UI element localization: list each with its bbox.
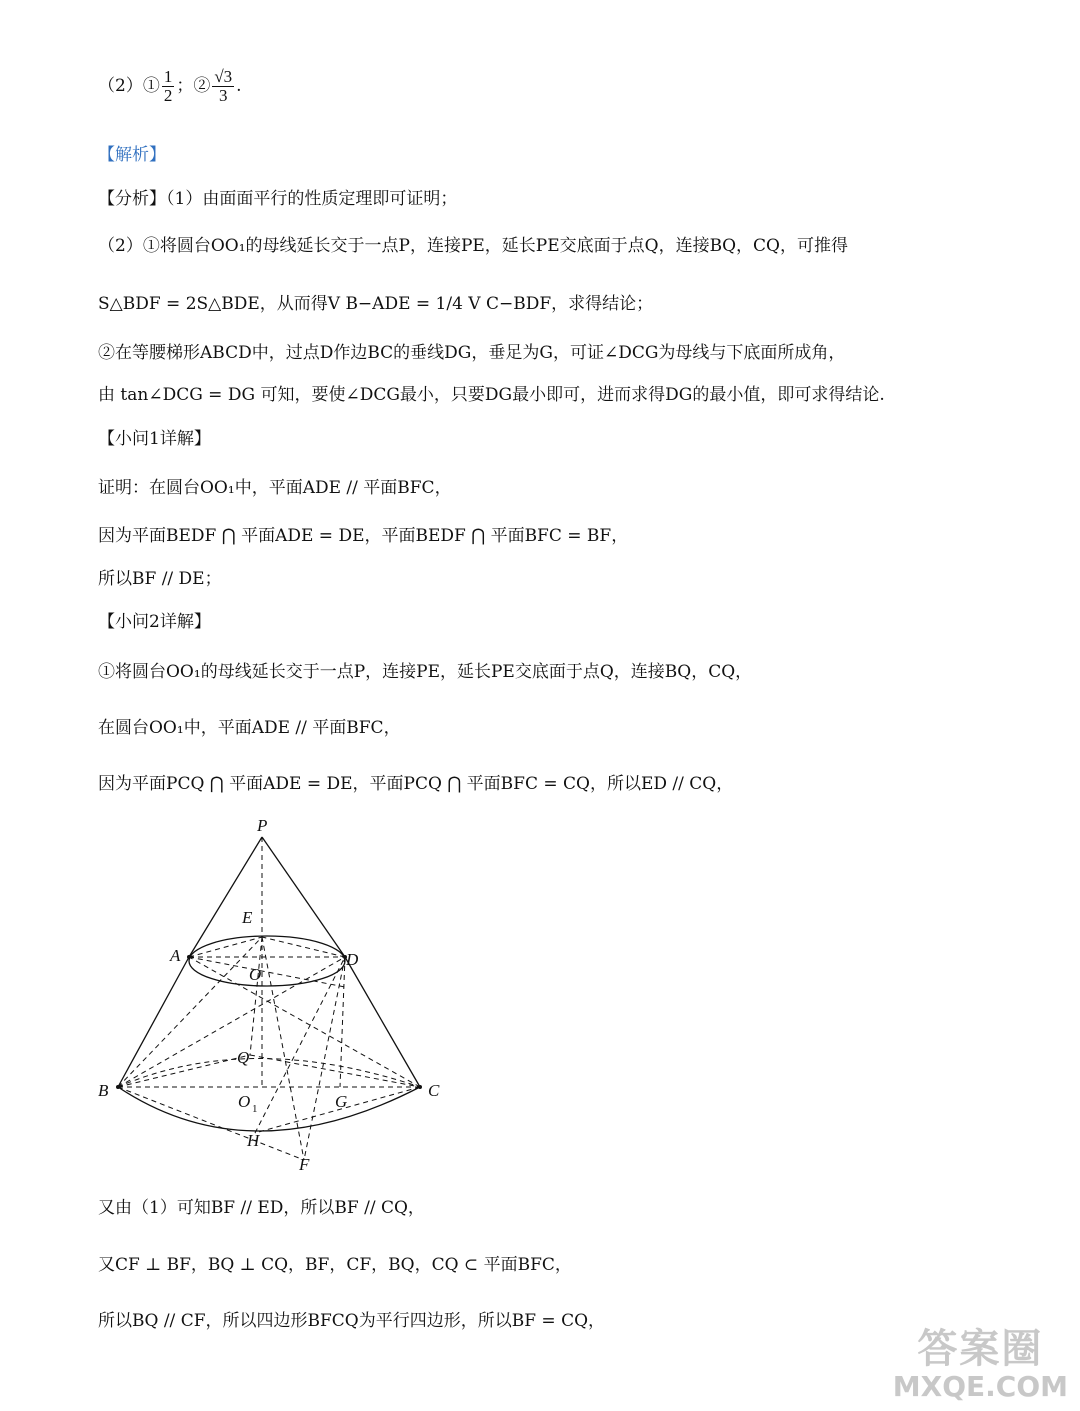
label-O1: O: [238, 1092, 251, 1111]
analysis-line-1: 【分析】（1）由面面平行的性质定理即可证明；: [98, 189, 458, 209]
label-B: B: [98, 1081, 109, 1100]
q2-line-5: 又CF ⊥ BF，BQ ⊥ CQ，BF，CF，BQ，CQ ⊂ 平面BFC，: [98, 1255, 572, 1275]
label-C: C: [428, 1081, 440, 1100]
q2-header: 【小问2详解】: [98, 612, 211, 632]
q2-line-6: 所以BQ // CF，所以四边形BFCQ为平行四边形，所以BF = CQ，: [98, 1311, 606, 1331]
frustum-figure: [90, 815, 470, 1185]
q1-line-1: 证明：在圆台OO₁中，平面ADE // 平面BFC，: [98, 478, 452, 498]
label-D: D: [346, 950, 359, 969]
answer-line: （2）① $\frac{1}{2}$ ；② $\frac{√3}{3}$ .: [98, 67, 242, 105]
site-watermark: 答案圈 MXQE.COM: [892, 1326, 1068, 1403]
label-A: A: [170, 946, 181, 965]
q1-header: 【小问1详解】: [98, 429, 211, 449]
analysis-line-3: S△BDF = 2S△BDE，从而得V B−ADE = 1/4 V C−BDF，求得结论；: [98, 294, 654, 314]
label-F: F: [299, 1155, 310, 1174]
q1-line-3: 所以BF // DE；: [98, 569, 222, 589]
label-P: P: [257, 816, 268, 835]
analysis-line-2: （2）①将圆台OO₁的母线延长交于一点P，连接PE，延长PE交底面于点Q，连接BQ，CQ，可推得: [98, 236, 848, 256]
label-O1-sub: 1: [252, 1103, 258, 1115]
label-E: E: [242, 908, 253, 927]
q2-line-2: 在圆台OO₁中，平面ADE // 平面BFC，: [98, 718, 401, 738]
analysis-line-5: 由 tan∠DCG = DG 可知，要使∠DCG最小，只要DG最小即可，进而求得DG的最小值，即可求得结论.: [98, 385, 885, 405]
line-PA: [189, 837, 262, 957]
top-ellipse: [189, 936, 345, 986]
q2-line-4: 又由（1）可知BF // ED，所以BF // CQ，: [98, 1198, 425, 1218]
q2-line-3: 因为平面PCQ ⋂ 平面ADE = DE，平面PCQ ⋂ 平面BFC = CQ，所以ED // CQ，: [98, 774, 734, 794]
section-label-jiexi: 【解析】: [98, 145, 166, 165]
label-H: H: [247, 1131, 260, 1150]
q1-line-2: 因为平面BEDF ⋂ 平面ADE = DE，平面BEDF ⋂ 平面BFC = BF，: [98, 526, 629, 546]
label-Q: Q: [237, 1048, 250, 1067]
bottom-front-arc: [118, 1087, 420, 1131]
analysis-line-4: ②在等腰梯形ABCD中，过点D作边BC的垂线DG，垂足为G，可证∠DCG为母线与下底面所成角，: [98, 343, 846, 363]
fraction-sqrt3-over-3: $\frac{√3}{3}$: [214, 67, 233, 105]
label-G: G: [335, 1092, 348, 1111]
fraction-half: $\frac{1}{2}$: [163, 67, 173, 105]
label-O: O: [249, 965, 262, 984]
line-DC: [345, 957, 420, 1087]
q2-line-1: ①将圆台OO₁的母线延长交于一点P，连接PE，延长PE交底面于点Q，连接BQ，CQ，: [98, 662, 753, 682]
